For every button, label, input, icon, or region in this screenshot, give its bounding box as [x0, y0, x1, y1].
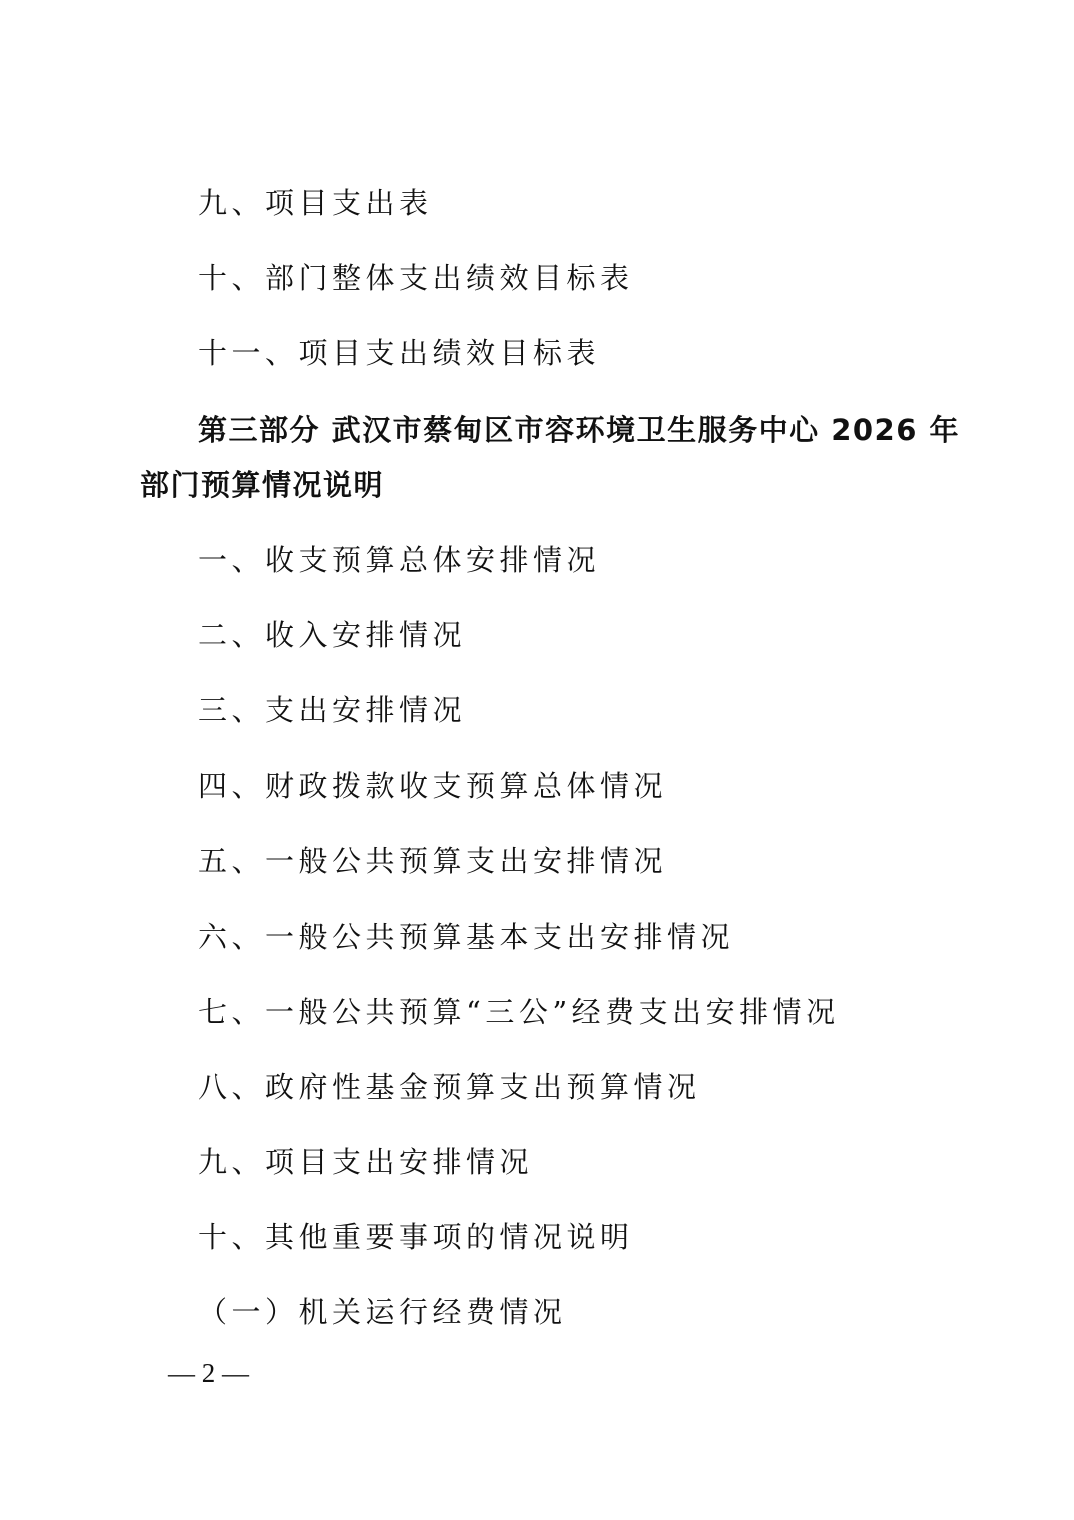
toc-item: 二、收入安排情况	[198, 618, 467, 652]
toc-subitem: （一）机关运行经费情况	[198, 1295, 567, 1329]
toc-item: 十、部门整体支出绩效目标表	[198, 261, 634, 295]
section-heading-continued: 部门预算情况说明	[140, 468, 385, 502]
section-heading: 第三部分 武汉市蔡甸区市容环境卫生服务中心 2026 年	[198, 413, 961, 447]
toc-item: 七、一般公共预算“三公”经费支出安排情况	[198, 995, 840, 1029]
toc-item: 一、收支预算总体安排情况	[198, 543, 601, 577]
toc-item: 九、项目支出表	[198, 186, 433, 220]
toc-item: 九、项目支出安排情况	[198, 1145, 534, 1179]
toc-item: 八、政府性基金预算支出预算情况	[198, 1070, 701, 1104]
toc-item: 四、财政拨款收支预算总体情况	[198, 769, 668, 803]
toc-item: 十一、项目支出绩效目标表	[198, 336, 601, 370]
page-number: — 2 —	[168, 1358, 249, 1388]
toc-item: 六、一般公共预算基本支出安排情况	[198, 920, 735, 954]
toc-item: 三、支出安排情况	[198, 693, 467, 727]
toc-item: 五、一般公共预算支出安排情况	[198, 844, 668, 878]
toc-item: 十、其他重要事项的情况说明	[198, 1220, 634, 1254]
